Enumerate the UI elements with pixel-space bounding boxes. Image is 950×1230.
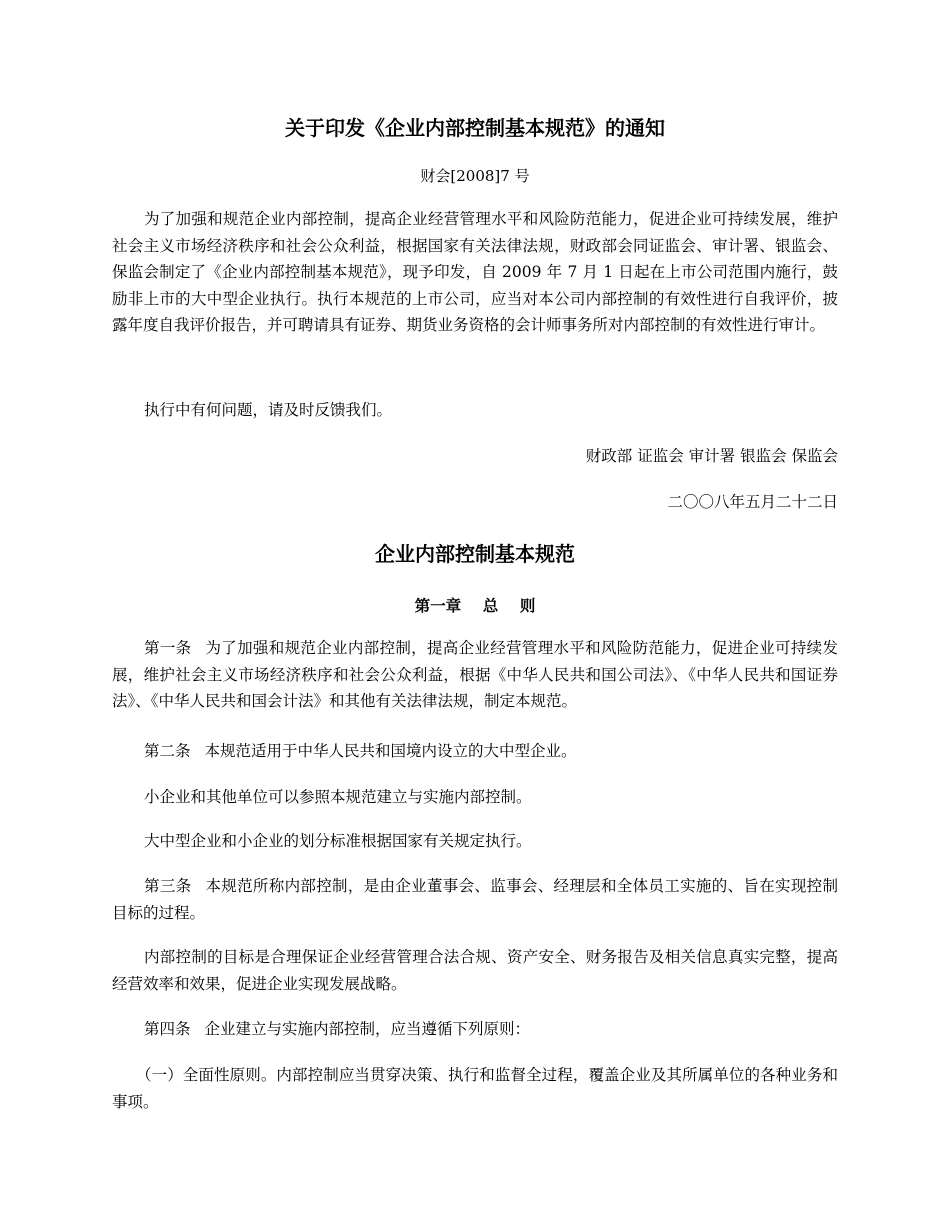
article-2-paragraph-3: 大中型企业和小企业的划分标准根据国家有关规定执行。 bbox=[144, 832, 532, 850]
article-1-label: 第一条 bbox=[144, 639, 192, 657]
regulation-title: 企业内部控制基本规范 bbox=[375, 542, 575, 566]
notice-paragraph-2: 执行中有何问题，请及时反馈我们。 bbox=[144, 401, 393, 419]
article-1-text: 为了加强和规范企业内部控制，提高企业经营管理水平和风险防范能力，促进企业可持续发展，维护社会主义市场经济秩序和社会公众利益，根据《中华人民共和国公司法》、《中华人民共和国证券法》、《中华人民共和国会计法》和其他有关法律法规，制定本规范。 bbox=[112, 639, 838, 710]
issue-date: 二〇〇八年五月二十二日 bbox=[667, 493, 838, 511]
notice-paragraph-1: 为了加强和规范企业内部控制，提高企业经营管理水平和风险防范能力，促进企业可持续发展，维护社会主义市场经济秩序和社会公众利益，根据国家有关法律法规，财政部会同证监会、审计署、银监会、保监会制定了《企业内部控制基本规范》，现予印发，自 2009 年 7 月 1 日起在上市公司范围内施行，鼓励非上市的大中型企业执行。执行本规范的上市公司，应当对本公司内部控制的有效性进行自我评价，披露年度自我评价报告，并可聘请具有证券、期货业务资格的会计师事务所对内部控制的有效性进行审计。 bbox=[112, 210, 838, 334]
article-4-text: 企业建立与实施内部控制，应当遵循下列原则： bbox=[204, 1020, 531, 1038]
article-4-label: 第四条 bbox=[144, 1020, 191, 1038]
article-2-paragraph-2: 小企业和其他单位可以参照本规范建立与实施内部控制。 bbox=[144, 788, 532, 806]
article-1 bbox=[112, 635, 838, 715]
article-3-paragraph-2: 内部控制的目标是合理保证企业经营管理合法合规、资产安全、财务报告及相关信息真实完整，提高经营效率和效果，促进企业实现发展战略。 bbox=[112, 948, 838, 993]
chapter-heading: 第一章 总 则 bbox=[414, 597, 536, 615]
article-2-label: 第二条 bbox=[144, 742, 191, 760]
article-2-text: 本规范适用于中华人民共和国境内设立的大中型企业。 bbox=[204, 742, 577, 760]
article-4-item-1: （一）全面性原则。内部控制应当贯穿决策、执行和监督全过程，覆盖企业及其所属单位的各种业务和事项。 bbox=[112, 1066, 838, 1111]
article-2 bbox=[112, 738, 838, 765]
article-4 bbox=[112, 1016, 838, 1043]
article-3-label: 第三条 bbox=[144, 877, 192, 895]
article-3-text: 本规范所称内部控制，是由企业董事会、监事会、经理层和全体员工实施的、旨在实现控制目标的过程。 bbox=[112, 877, 838, 922]
document-number: 财会[2008]7 号 bbox=[420, 167, 530, 185]
article-3 bbox=[112, 873, 838, 926]
issuing-authorities: 财政部 证监会 审计署 银监会 保监会 bbox=[585, 447, 838, 465]
notice-title: 关于印发《企业内部控制基本规范》的通知 bbox=[285, 116, 665, 140]
